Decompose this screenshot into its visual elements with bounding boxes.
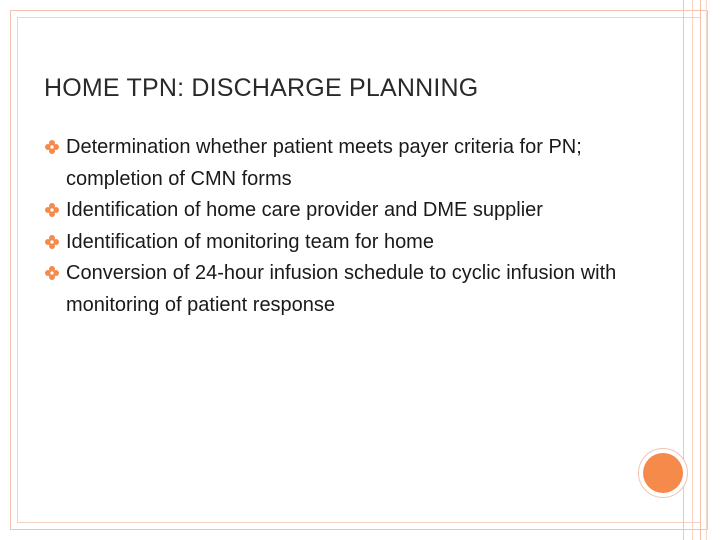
bullet-text: Conversion of 24-hour infusion schedule to cyclic infusion with monitoring of patient response [66, 262, 617, 316]
flower-bullet-icon [44, 265, 60, 281]
circle-ornament-icon [638, 448, 688, 498]
decorative-line [700, 0, 701, 540]
bullet-item [44, 227, 624, 259]
bullet-item [44, 258, 624, 321]
flower-bullet-icon [44, 234, 60, 250]
bullet-list [44, 132, 624, 321]
bullet-item [44, 132, 624, 195]
orange-dot [643, 453, 683, 493]
decorative-line [706, 0, 707, 540]
bullet-item [44, 195, 624, 227]
bullet-text: Identification of home care provider and DME supplier [66, 199, 543, 221]
flower-bullet-icon [44, 202, 60, 218]
decorative-line [692, 0, 693, 540]
bullet-text: Determination whether patient meets payer criteria for PN; completion of CMN forms [66, 136, 582, 190]
bullet-text: Identification of monitoring team for home [66, 230, 434, 253]
flower-bullet-icon [44, 139, 60, 155]
slide-title: HOME TPN: DISCHARGE PLANNING [44, 74, 479, 102]
